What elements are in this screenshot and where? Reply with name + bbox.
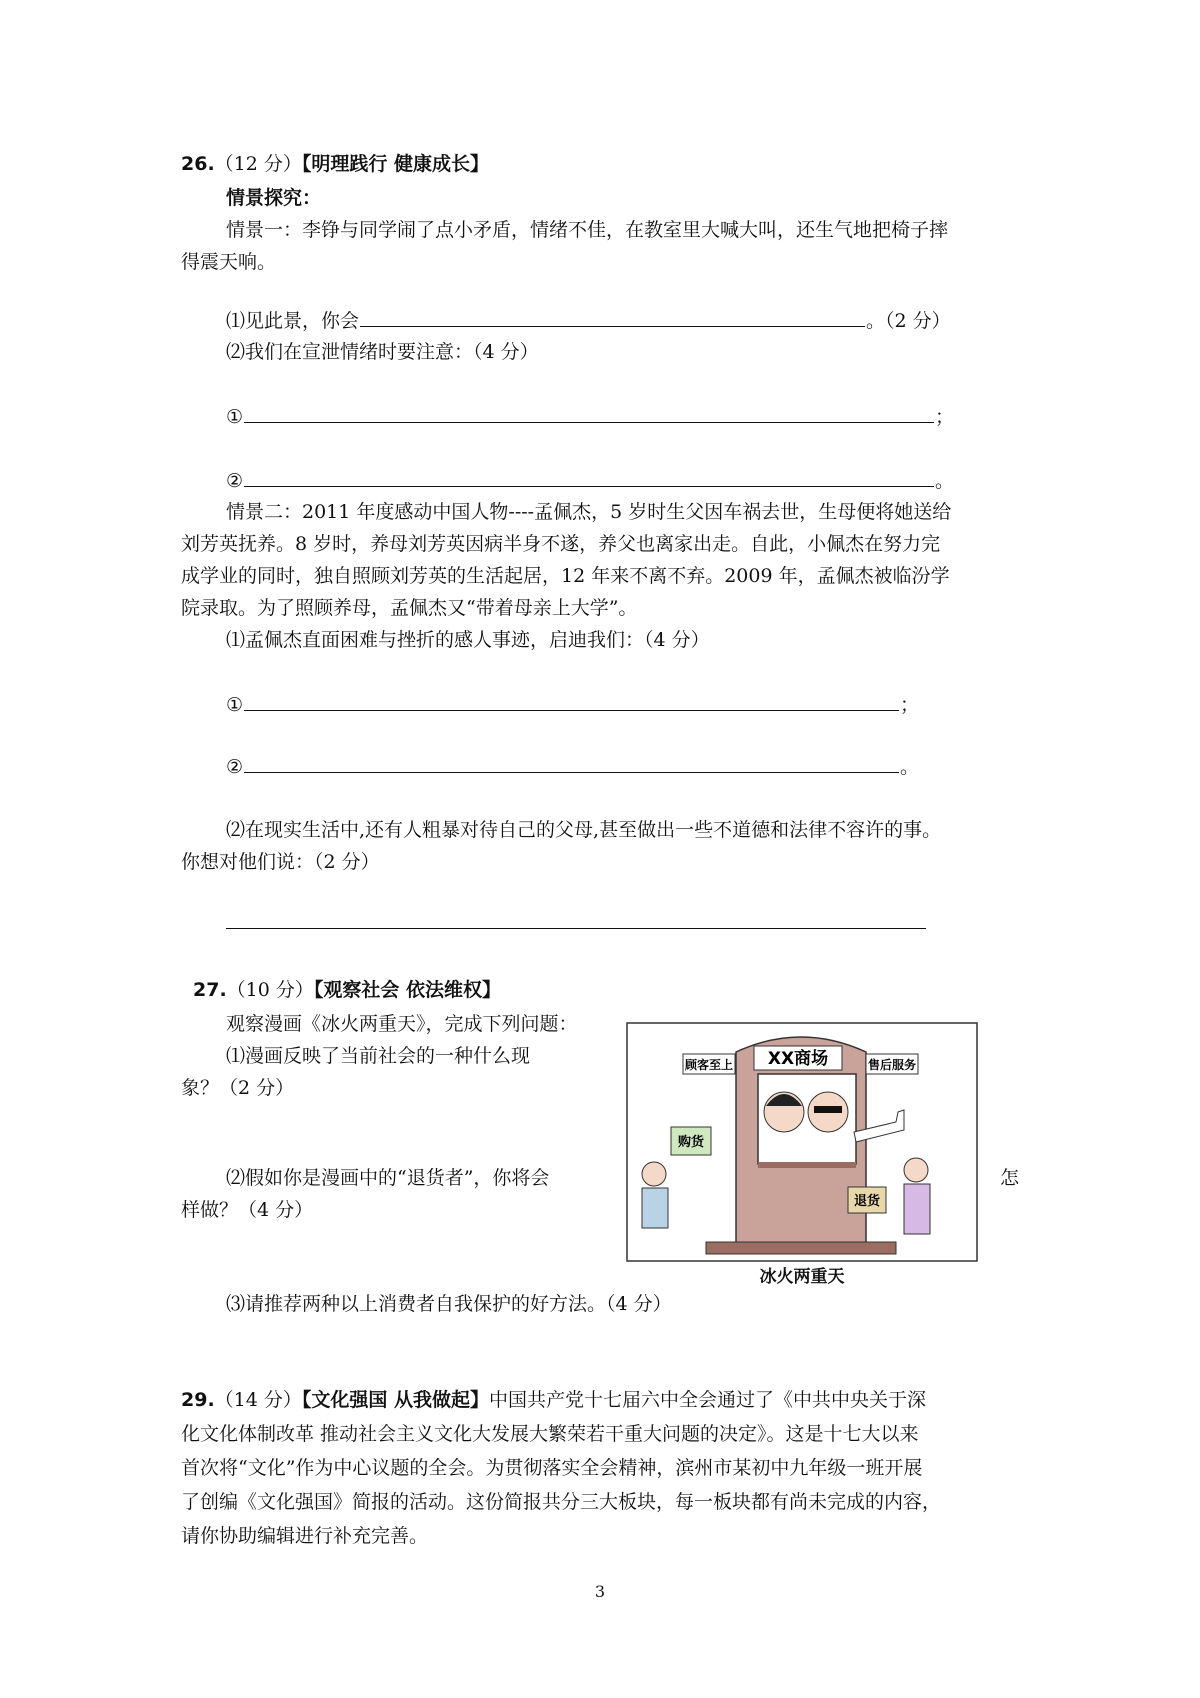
q26-scene2-line2: 刘芳英抚养。8 岁时，养母刘芳英因病半身不遂，养父也离家出走。自此，小佩杰在努力完	[181, 533, 941, 555]
q26-q1	[226, 306, 951, 335]
q29-score: （14 分）	[214, 1389, 302, 1411]
q29-line4: 了创编《文化强国》简报的活动。这份简报共分三大板块，每一板块都有尚未完成的内容，	[181, 1491, 942, 1513]
q26-q2: ⑵我们在宣泄情绪时要注意：（4 分）	[226, 341, 539, 363]
q26-q3: ⑴孟佩杰直面困难与挫折的感人事迹，启迪我们：（4 分）	[226, 629, 710, 651]
q29-line1	[181, 1386, 926, 1414]
box-buy-label: 购货	[677, 1135, 705, 1150]
q27-q2-line1: ⑵假如你是漫画中的“退货者”，你将会	[226, 1167, 550, 1189]
q26-scene1-line2: 得震天响。	[181, 251, 277, 273]
q27-q3: ⑶请推荐两种以上消费者自我保护的好方法。（4 分）	[226, 1293, 672, 1315]
q29-number: 29.	[181, 1389, 215, 1411]
page-number: 3	[594, 1582, 606, 1601]
circle-two-marker: ②	[226, 756, 244, 778]
q26-q2-blank-1[interactable]	[244, 402, 934, 423]
circle-two-marker: ②	[226, 470, 244, 492]
q26-q3-blank-2[interactable]	[244, 752, 899, 773]
q29-line1-rest: 中国共产党十七届六中全会通过了《中共中央关于深	[489, 1389, 927, 1411]
q26-scene2-line3: 成学业的同时，独自照顾刘芳英的生活起居，12 年来不离不弃。2009 年，孟佩杰被临汾学	[181, 565, 950, 587]
returner-figure	[904, 1158, 928, 1182]
q26-q3-blank-1[interactable]	[244, 690, 899, 711]
q29-line3: 首次将“文化”作为中心议题的全会。为贯彻落实全会精神，滨州市某初中九年级一班开展	[181, 1457, 923, 1479]
q26-q1-answer-blank[interactable]	[360, 306, 865, 327]
q26-scene2-line4: 院录取。为了照顾养母，孟佩杰又“带着母亲上大学”。	[181, 597, 638, 619]
q27-q1-line1: ⑴漫画反映了当前社会的一种什么现	[226, 1045, 531, 1067]
q26-q3-answer-2	[226, 752, 919, 781]
q27-number: 27.	[193, 979, 227, 1001]
cartoon-caption: 冰火两重天	[759, 1267, 845, 1287]
q27-title: 【观察社会 依法维权】	[313, 979, 502, 1001]
q27-score: （10 分）	[226, 979, 314, 1001]
q27-intro: 观察漫画《冰火两重天》，完成下列问题：	[226, 1013, 578, 1035]
q26-title: 【明理践行 健康成长】	[301, 153, 490, 175]
q26-subtitle: 情景探究：	[226, 187, 322, 209]
q29-line5: 请你协助编辑进行补充完善。	[181, 1525, 429, 1547]
q27-header	[193, 976, 501, 1004]
q26-scene1-line1: 情景一：李铮与同学闹了点小矛盾，情绪不佳，在教室里大喊大叫，还生气地把椅子摔	[226, 219, 949, 241]
q26-q4-line1: ⑵在现实生活中,还有人粗暴对待自己的父母,甚至做出一些不道德和法律不容许的事。	[226, 819, 942, 841]
q27-q2-tail: 怎	[1000, 1167, 1020, 1189]
semicolon: ；	[900, 694, 920, 716]
q26-q2-blank-2[interactable]	[244, 466, 934, 487]
period: 。	[935, 470, 955, 492]
q26-q1-prefix: ⑴见此景，你会	[226, 310, 360, 332]
period: 。	[900, 756, 920, 778]
q27-q2-line2: 样做？（4 分）	[181, 1199, 314, 1221]
circle-one-marker: ①	[226, 406, 244, 428]
box-return-label: 退货	[853, 1194, 881, 1209]
q26-q4-line2: 你想对他们说：（2 分）	[181, 851, 380, 873]
cartoon-illustration	[626, 1022, 978, 1297]
q26-q3-answer-1	[226, 690, 919, 719]
q27-q1-line2: 象？（2 分）	[181, 1077, 295, 1099]
q26-q2-answer-2	[226, 466, 954, 495]
sign-left-text: 顾客至上	[684, 1058, 734, 1072]
q26-q1-suffix: 。（2 分）	[866, 310, 951, 332]
q26-scene2-line1: 情景二：2011 年度感动中国人物----孟佩杰，5 岁时生父因车祸去世，生母便将她送给	[226, 501, 952, 523]
q26-header	[181, 150, 489, 178]
q26-number: 26.	[181, 153, 215, 175]
sign-main-text: XX商场	[767, 1049, 829, 1069]
buyer-figure	[642, 1162, 666, 1186]
semicolon: ；	[935, 406, 955, 428]
q26-q4-answer-line[interactable]	[226, 928, 926, 929]
circle-one-marker: ①	[226, 694, 244, 716]
q29-line2: 化文化体制改革 推动社会主义文化大发展大繁荣若干重大问题的决定》。这是十七大以来	[181, 1423, 919, 1445]
q29-title: 【文化强国 从我做起】	[301, 1389, 490, 1411]
q26-q2-answer-1	[226, 402, 954, 431]
sign-right-text: 售后服务	[867, 1058, 917, 1072]
q26-score: （12 分）	[214, 153, 302, 175]
